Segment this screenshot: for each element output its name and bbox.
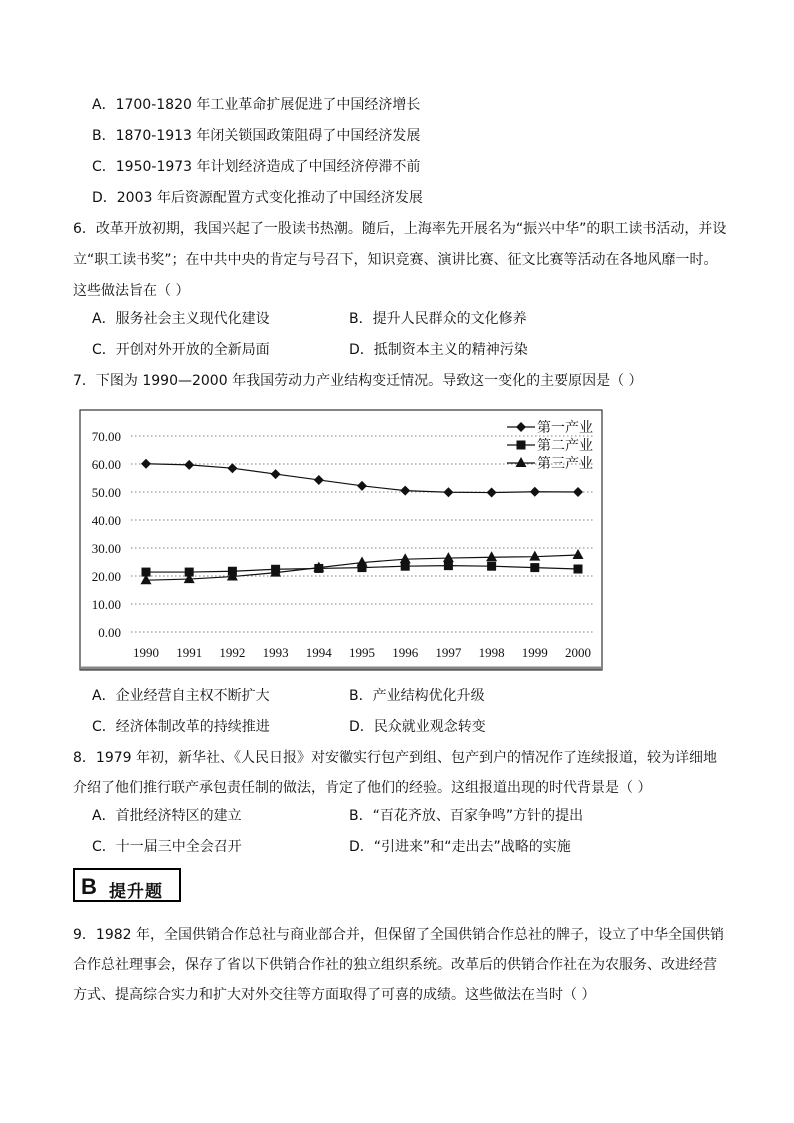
y-tick-label: 50.00: [91, 485, 121, 500]
q7-option-c: C．经济体制改革的持续推进: [92, 719, 270, 735]
data-point-series-2: [487, 562, 496, 571]
data-point-series-2: [530, 563, 539, 572]
x-tick-label: 1996: [392, 645, 419, 660]
q8-option-b: B．“百花齐放、百家争鸣”方针的提出: [349, 808, 584, 824]
y-tick-label: 70.00: [91, 429, 121, 444]
x-tick-label: 1995: [349, 645, 375, 660]
q6-option-d: D．抵制资本主义的精神污染: [349, 342, 528, 358]
q8-stem-line-1: 8．1979 年初，新华社、《人民日报》对安徽实行包产到组、包产到户的情况作了连续报道，较为详细地: [73, 750, 717, 766]
y-tick-label: 60.00: [91, 457, 121, 472]
y-tick-label: 10.00: [91, 597, 121, 612]
y-tick-label: 40.00: [91, 513, 121, 528]
q8-option-a: A．首批经济特区的建立: [92, 808, 242, 824]
x-tick-label: 1994: [305, 645, 332, 660]
q7-option-a: A．企业经营自主权不断扩大: [92, 688, 270, 704]
legend-label-1: 第一产业: [537, 420, 593, 436]
q8-option-c: C．十一届三中全会召开: [92, 839, 242, 855]
q6-stem-line-2: 立“职工读书奖”；在中共中央的肯定与号召下，知识竞赛、演讲比赛、征文比赛等活动在各地风靡一时。: [73, 252, 718, 268]
q5-option-a: A．1700-1820 年工业革命扩展促进了中国经济增长: [92, 97, 421, 113]
q6-option-b: B．提升人民群众的文化修养: [349, 311, 527, 327]
q6-stem-line-1: 6．改革开放初期，我国兴起了一股读书热潮。随后，上海率先开展名为“振兴中华”的职工读书活动，并设: [73, 221, 727, 237]
q7-option-d: D．民众就业观念转变: [349, 719, 486, 735]
q9-stem-line-2: 合作总社理事会，保存了省以下供销合作社的独立组织系统。改革后的供销合作社在为农服务、改进经营: [73, 957, 717, 973]
section-title: 提升题: [109, 882, 163, 902]
y-tick-label: 20.00: [91, 569, 121, 584]
q9-stem-line-1: 9．1982 年，全国供销合作总社与商业部合并，但保留了全国供销合作总社的牌子，设立了中华全国供销: [73, 927, 724, 943]
q9-stem-line-3: 方式、提高综合实力和扩大对外交往等方面取得了可喜的成绩。这些做法在当时（ ）: [73, 987, 596, 1003]
q5-option-b: B．1870-1913 年闭关锁国政策阻碍了中国经济发展: [92, 128, 421, 144]
labor-structure-chart: [79, 409, 603, 671]
legend-label-2: 第二产业: [537, 438, 593, 454]
x-tick-label: 1997: [435, 645, 462, 660]
q5-option-c: C．1950-1973 年计划经济造成了中国经济停滞不前: [92, 159, 421, 175]
q8-option-d: D．“引进来”和“走出去”战略的实施: [349, 839, 571, 855]
x-tick-label: 2000: [565, 645, 591, 660]
x-tick-label: 1991: [176, 645, 203, 660]
section-letter: B: [81, 874, 97, 899]
x-tick-label: 1990: [133, 645, 159, 660]
section-heading-b: [73, 868, 181, 902]
legend-marker-2: [517, 441, 526, 450]
x-tick-label: 1999: [521, 645, 548, 660]
x-tick-label: 1998: [478, 645, 505, 660]
q7-stem: 7．下图为 1990—2000 年我国劳动力产业结构变迁情况。导致这一变化的主要原因是（ ）: [73, 373, 643, 389]
q6-stem-line-3: 这些做法旨在（ ）: [73, 283, 190, 299]
data-point-series-2: [444, 561, 453, 570]
legend-label-3: 第三产业: [537, 456, 593, 472]
q5-option-d: D．2003 年后资源配置方式变化推动了中国经济发展: [92, 190, 423, 206]
data-point-series-2: [574, 565, 583, 574]
x-tick-label: 1993: [262, 645, 289, 660]
q7-option-b: B．产业结构优化升级: [349, 688, 485, 704]
y-tick-label: 0.00: [98, 625, 121, 640]
q6-option-a: A．服务社会主义现代化建设: [92, 311, 270, 327]
q8-stem-line-2: 介绍了他们推行联产承包责任制的做法，肯定了他们的经验。这组报道出现的时代背景是（ ）: [73, 780, 652, 796]
q6-option-c: C．开创对外开放的全新局面: [92, 342, 270, 358]
x-tick-label: 1992: [219, 645, 246, 660]
y-tick-label: 30.00: [91, 541, 121, 556]
